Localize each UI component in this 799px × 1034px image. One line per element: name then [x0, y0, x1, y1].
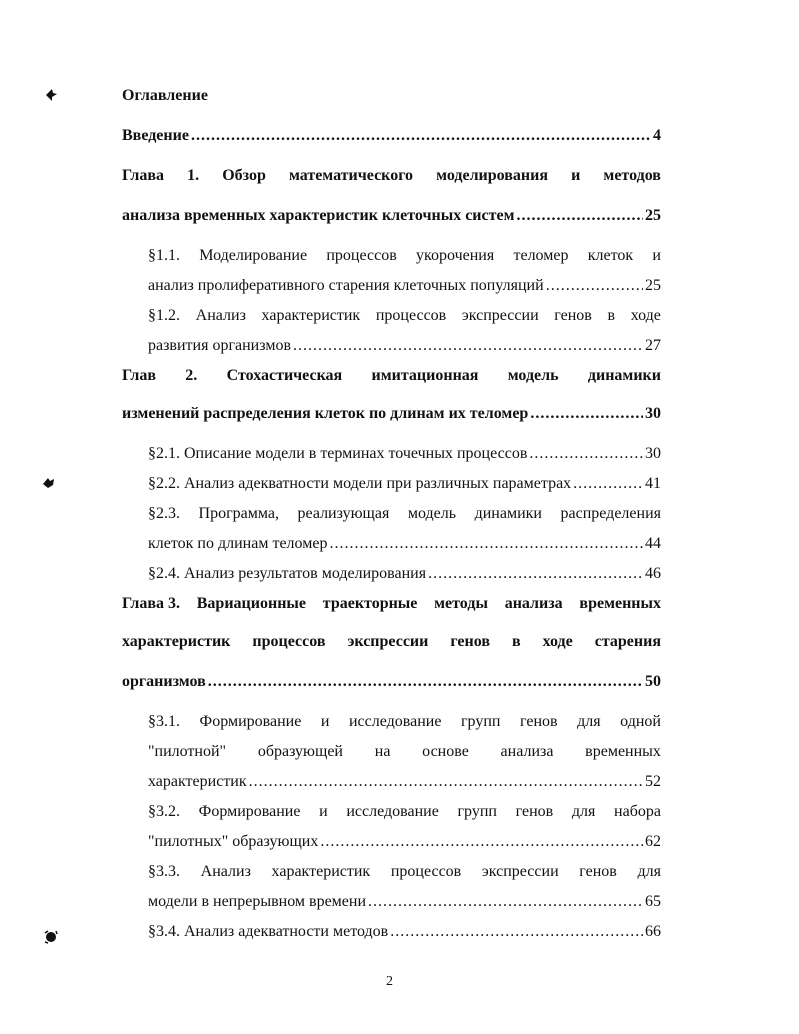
word: групп — [457, 803, 497, 820]
dot-leader — [320, 832, 643, 852]
word: имитационная — [371, 367, 479, 384]
toc-section-2-2[interactable] — [148, 474, 661, 494]
word: §3.2. — [148, 803, 180, 820]
dot-leader — [529, 444, 643, 464]
word: образующей — [257, 743, 343, 760]
toc-chapter-3-line-3[interactable] — [122, 672, 661, 692]
word: старения — [594, 633, 661, 650]
toc-entry-label: развития организмов — [148, 337, 292, 354]
word: процессов — [326, 247, 397, 264]
toc-entry-page: 30 — [645, 445, 661, 462]
word: генов — [515, 803, 554, 820]
toc-chapter-3-line-1[interactable] — [122, 594, 661, 614]
word: анализа — [504, 595, 563, 612]
word: Обзор — [222, 167, 266, 184]
toc-entry-intro[interactable] — [122, 126, 661, 146]
word: укорочения — [416, 247, 495, 264]
word: Глава — [122, 167, 164, 184]
word: Анализ — [195, 307, 246, 324]
word: в — [511, 633, 521, 650]
page-number: 2 — [386, 974, 393, 989]
word: набора — [614, 803, 661, 820]
toc-section-1-2-line-2[interactable] — [148, 336, 661, 356]
dot-leader — [249, 772, 643, 792]
toc-section-2-1[interactable] — [148, 444, 661, 464]
word: генов — [554, 307, 592, 324]
toc-entry-label: анализа временных характеристик клеточных систем — [122, 207, 515, 224]
toc-entry-page: 66 — [645, 923, 661, 940]
word: методы — [434, 595, 488, 612]
word: характеристик — [122, 633, 231, 650]
word: и — [652, 247, 661, 264]
toc-section-3-2-line-1[interactable] — [148, 802, 661, 822]
toc-entry-page: 41 — [645, 475, 661, 492]
word: генов — [579, 863, 617, 880]
word: §2.3. — [148, 505, 180, 522]
toc-chapter-3-line-2[interactable] — [122, 632, 661, 652]
toc-entry-label: изменений распределения клеток по длинам их теломер — [122, 405, 529, 422]
toc-entry-label: клеток по длинам теломер — [148, 535, 328, 552]
toc-entry-label: анализ пролиферативного старения клеточных популяций — [148, 277, 544, 294]
word: §3.1. — [148, 713, 180, 730]
toc-entry-label: характеристик — [148, 773, 247, 790]
toc-chapter-2-line-2[interactable] — [122, 404, 661, 424]
toc-entry-label: §2.4. Анализ результатов моделирования — [148, 565, 427, 582]
word: процессов — [252, 633, 326, 650]
word: одной — [620, 713, 661, 730]
dot-leader — [368, 892, 643, 912]
binding-mark-icon — [42, 476, 56, 490]
dot-leader — [530, 404, 643, 424]
word: ходе — [542, 633, 573, 650]
word: для — [577, 713, 601, 730]
word: моделирования — [436, 167, 549, 184]
word: генов — [520, 713, 558, 730]
word: процессов — [375, 307, 447, 324]
word: основе — [422, 743, 469, 760]
word: групп — [460, 713, 501, 730]
toc-section-3-3-line-1[interactable] — [148, 862, 661, 882]
binding-mark-icon — [44, 930, 58, 944]
word: "пилотной" — [148, 743, 227, 760]
dot-leader — [208, 672, 643, 692]
toc-entry-label: §3.4. Анализ адекватности методов — [148, 923, 389, 940]
dot-leader — [191, 126, 651, 146]
word: ходе — [630, 307, 661, 324]
word: распределения — [560, 505, 661, 522]
word: Вариационные — [196, 595, 307, 612]
toc-section-3-2-line-2[interactable] — [148, 832, 661, 852]
word: и — [320, 713, 330, 730]
dot-leader — [390, 922, 643, 942]
toc-entry-page: 25 — [645, 277, 661, 294]
toc-entry-label: Введение — [122, 127, 189, 144]
word: исследование — [348, 713, 442, 730]
word: временных — [579, 595, 661, 612]
toc-chapter-1-line-1[interactable] — [122, 166, 661, 186]
toc-entry-page: 52 — [645, 773, 661, 790]
word: §1.1. — [148, 247, 180, 264]
dot-leader — [428, 564, 643, 584]
toc-entry-label: "пилотных" образующих — [148, 833, 319, 850]
word: Формирование — [198, 803, 301, 820]
toc-entry-page: 30 — [645, 405, 661, 422]
word: методов — [603, 167, 661, 184]
toc-entry-label: организмов — [122, 673, 206, 690]
toc-entry-label: §2.2. Анализ адекватности модели при различных параметрах — [148, 475, 572, 492]
word: модель — [407, 505, 457, 522]
word: §1.2. — [148, 307, 180, 324]
word: Глав — [122, 367, 156, 384]
word: §3.3. — [148, 863, 180, 880]
word: в — [607, 307, 616, 324]
toc-section-3-1-line-2[interactable] — [148, 742, 661, 762]
word: реализующая — [297, 505, 390, 522]
toc-entry-page: 25 — [645, 207, 661, 224]
word: 1. — [187, 167, 200, 184]
toc-entry-page: 27 — [645, 337, 661, 354]
word: Анализ — [200, 863, 251, 880]
word: Программа, — [198, 505, 279, 522]
word: исследование — [346, 803, 439, 820]
toc-section-2-3-line-1[interactable] — [148, 504, 661, 524]
toc-entry-page: 44 — [645, 535, 661, 552]
toc-entry-page: 62 — [645, 833, 661, 850]
word: траекторные — [322, 595, 418, 612]
dot-leader — [293, 336, 643, 356]
toc-entry-page: 50 — [645, 673, 661, 690]
toc-entry-page: 4 — [653, 127, 661, 144]
word: Стохастическая — [226, 367, 343, 384]
toc-entry-page: 65 — [645, 893, 661, 910]
toc-section-3-1-line-1[interactable] — [148, 712, 661, 732]
dot-leader — [516, 206, 643, 226]
word: анализа — [500, 743, 554, 760]
word: Формирование — [199, 713, 302, 730]
toc-section-2-4[interactable] — [148, 564, 661, 584]
word: временных — [585, 743, 661, 760]
word: и — [319, 803, 328, 820]
word: и — [571, 167, 581, 184]
toc-section-1-1-line-1[interactable] — [148, 246, 661, 266]
toc-section-3-4[interactable] — [148, 922, 661, 942]
word: экспрессии — [481, 863, 559, 880]
word: характеристик — [271, 863, 371, 880]
word: экспрессии — [461, 307, 539, 324]
toc-section-3-3-line-2[interactable] — [148, 892, 661, 912]
word: экспрессии — [347, 633, 429, 650]
dot-leader — [329, 534, 643, 554]
toc-chapter-2-line-1[interactable] — [122, 366, 661, 386]
word: клеток — [587, 247, 634, 264]
word: динамики — [474, 505, 542, 522]
dot-leader — [573, 474, 643, 494]
toc-title: Оглавление — [122, 87, 208, 104]
word: математического — [288, 167, 414, 184]
toc-section-1-2-line-1[interactable] — [148, 306, 661, 326]
binding-mark-icon — [44, 88, 58, 102]
word: Моделирование — [199, 247, 308, 264]
toc-chapter-1-line-2[interactable] — [122, 206, 661, 226]
word: 2. — [185, 367, 198, 384]
word: для — [571, 803, 596, 820]
dot-leader — [546, 276, 643, 296]
word: характеристик — [261, 307, 361, 324]
toc-entry-label: модели в непрерывном времени — [148, 893, 367, 910]
toc-entry-page: 46 — [645, 565, 661, 582]
word: Глава 3. — [122, 595, 180, 612]
word: теломер — [513, 247, 569, 264]
word: генов — [450, 633, 490, 650]
word: модель — [507, 367, 559, 384]
toc-section-1-1-line-2[interactable] — [148, 276, 661, 296]
word: на — [374, 743, 391, 760]
toc-section-2-3-line-2[interactable] — [148, 534, 661, 554]
toc-section-3-1-line-3[interactable] — [148, 772, 661, 792]
toc-entry-label: §2.1. Описание модели в терминах точечных процессов — [148, 445, 528, 462]
word: процессов — [390, 863, 462, 880]
word: для — [637, 863, 661, 880]
word: динамики — [587, 367, 661, 384]
